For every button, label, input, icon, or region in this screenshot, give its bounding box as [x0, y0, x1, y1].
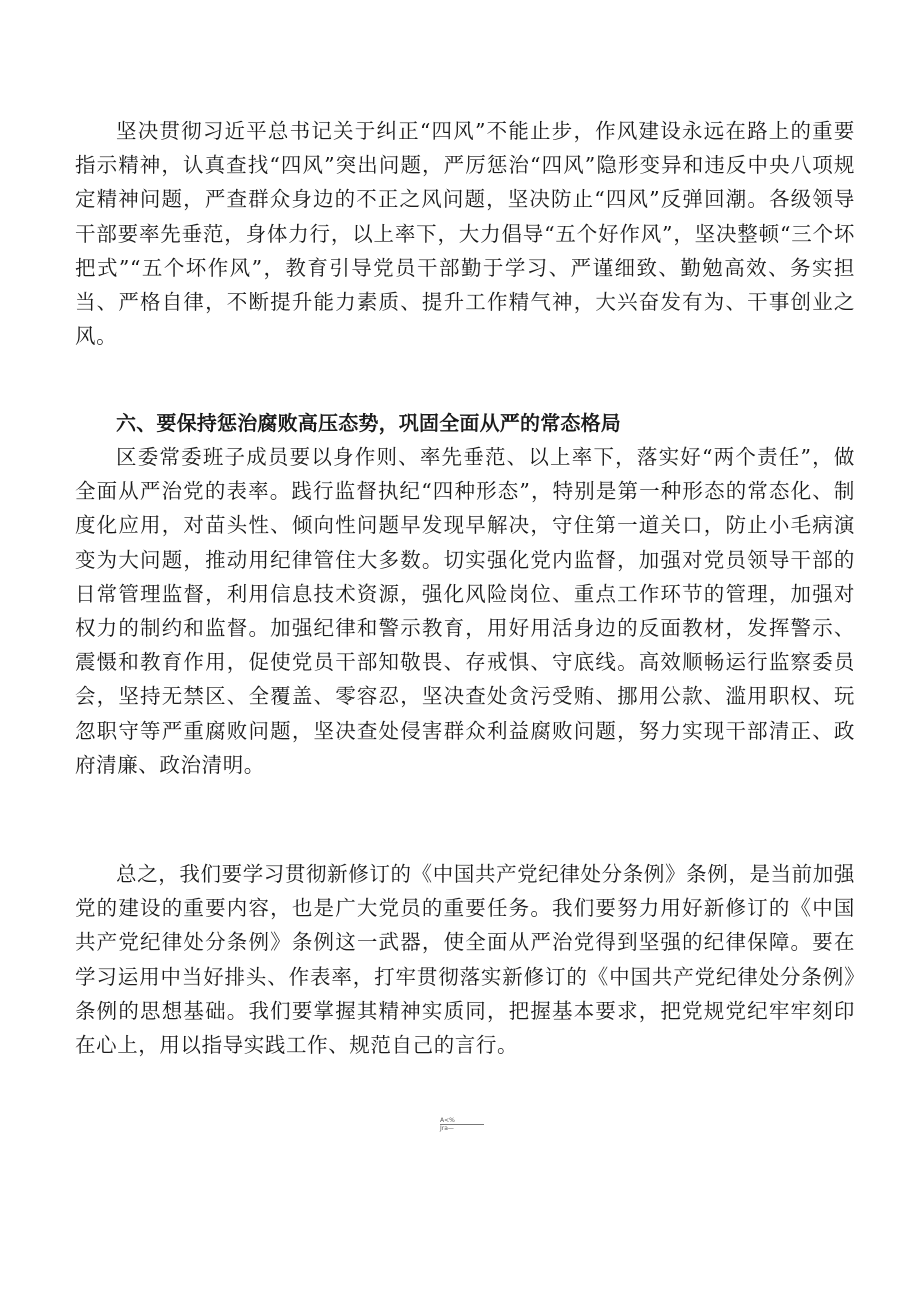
heading-text: 六、要保持惩治腐败高压态势，巩固全面从严的常态格局 [116, 411, 621, 435]
footer-mark [440, 1117, 486, 1133]
paragraph-text: 坚决贯彻习近平总书记关于纠正“四风”不能止步，作风建设永远在路上的重要指示精神，认真查找“四风”突出问题，严厉惩治“四风”隐形变异和违反中央八项规定精神问题，严查群众身边的不正之风问题，坚决防止“四风”反弹回潮。各级领导干部要率先垂范，身体力行，以上率下，大力倡导“五个好作风”，坚决整顿“三个坏把式”“五个坏作风”，教育引导党员干部勤于学习、严谨细致、勤勉高效、务实担当、严格自律，不断提升能力素质、提升工作精气神，大兴奋发有为、干事创业之风。 [75, 119, 855, 349]
footer-mark-top: A<% [440, 1117, 484, 1125]
section-heading-6 [75, 406, 855, 440]
paragraph-text: 总之，我们要学习贯彻新修订的《中国共产党纪律处分条例》条例，是当前加强党的建设的重要内容，也是广大党员的重要任务。我们要努力用好新修订的《中国共产党纪律处分条例》条例这一武器，使全面从严治党得到坚强的纪律保障。要在学习运用中当好排头、作表率，打牢贯彻落实新修订的《中国共产党纪律处分条例》条例的思想基础。我们要掌握其精神实质同，把握基本要求，把党规党纪牢牢刻印在心上，用以指导实践工作、规范自己的言行。 [75, 862, 855, 1058]
paragraph-1 [75, 114, 855, 353]
footer-mark-bottom: Jra— [440, 1125, 454, 1132]
paragraph-3 [75, 857, 855, 1062]
paragraph-text: 区委常委班子成员要以身作则、率先垂范、以上率下，落实好“两个责任”，做全面从严治党的表率。践行监督执纪“四种形态”，特别是第一种形态的常态化、制度化应用，对苗头性、倾向性问题早发现早解决，守住第一道关口，防止小毛病演变为大问题，推动用纪律管住大多数。切实强化党内监督，加强对党员领导干部的日常管理监督，利用信息技术资源，强化风险岗位、重点工作环节的管理，加强对权力的制约和监督。加强纪律和警示教育，用好用活身边的反面教材，发挥警示、震慑和教育作用，促使党员干部知敬畏、存戒惧、守底线。高效顺畅运行监察委员会，坚持无禁区、全覆盖、零容忍，坚决查处贪污受贿、挪用公款、滥用职权、玩忽职守等严重腐败问题，坚决查处侵害群众利益腐败问题，努力实现干部清正、政府清廉、政治清明。 [75, 445, 855, 777]
paragraph-2 [75, 440, 855, 782]
